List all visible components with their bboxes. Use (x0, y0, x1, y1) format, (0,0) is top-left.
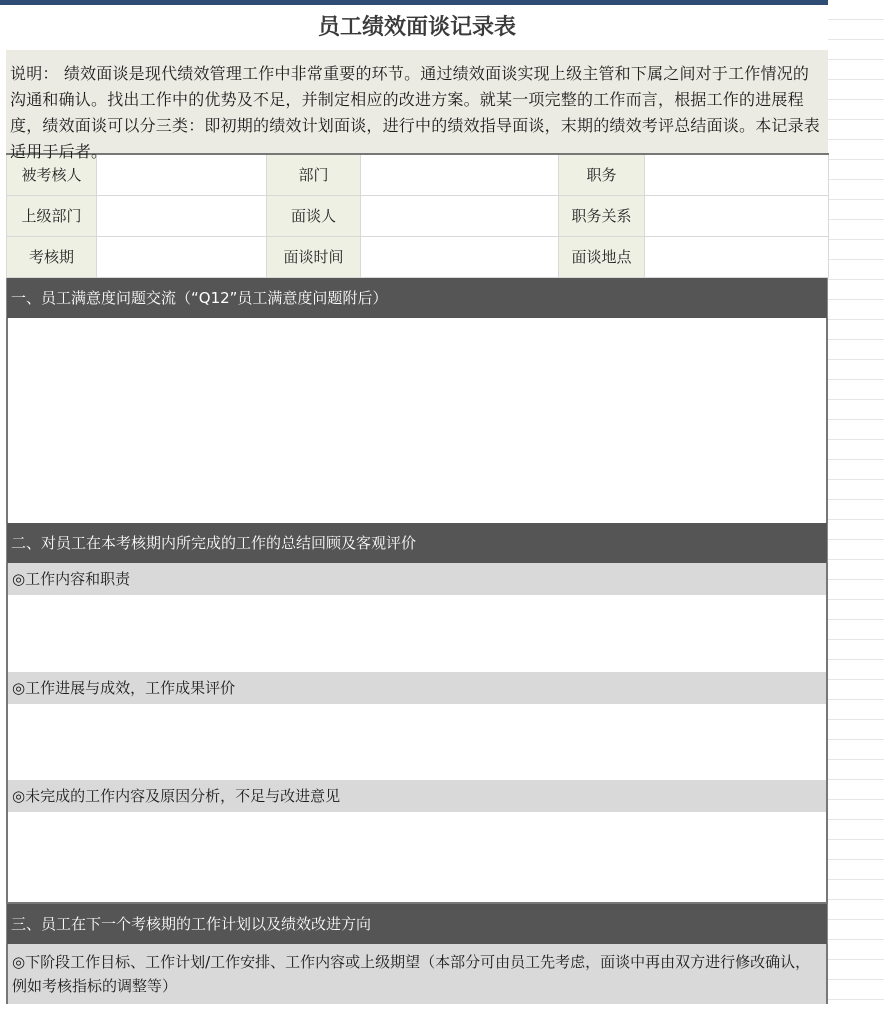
unfinished-input-area[interactable] (6, 812, 828, 904)
page-title: 员工绩效面谈记录表 (6, 5, 828, 50)
field-interview-time[interactable] (361, 236, 559, 277)
info-row (7, 195, 829, 236)
label-examinee: 被考核人 (7, 154, 97, 195)
label-interviewer: 面谈人 (267, 195, 361, 236)
duties-input-area[interactable] (6, 595, 828, 672)
field-interviewer[interactable] (361, 195, 559, 236)
section-2-header: 二、对员工在本考核期内所完成的工作的总结回顾及客观评价 (6, 523, 828, 563)
section-3-header: 三、员工在下一个考核期的工作计划以及绩效改进方向 (6, 904, 828, 944)
section-3-sub-goals: ◎下阶段工作目标、工作计划/工作安排、工作内容或上级期望（本部分可由员工先考虑，面谈中再由双方进行修改确认，例如考核指标的调整等） (6, 944, 828, 1004)
spreadsheet-gridlines (828, 0, 884, 1009)
field-examinee[interactable] (97, 154, 267, 195)
section-2-sub-progress: ◎工作进展与成效，工作成果评价 (6, 672, 828, 704)
field-review-period[interactable] (97, 236, 267, 277)
info-row (7, 154, 829, 195)
form-sheet (6, 5, 828, 1004)
section-1-header: 一、员工满意度问题交流（“Q12”员工满意度问题附后） (6, 278, 828, 318)
label-superior-department: 上级部门 (7, 195, 97, 236)
field-interview-location[interactable] (645, 236, 829, 277)
progress-input-area[interactable] (6, 704, 828, 780)
field-reporting-relation[interactable] (645, 195, 829, 236)
description-text: 说明： 绩效面谈是现代绩效管理工作中非常重要的环节。通过绩效面谈实现上级主管和下属之间对于工作情况的沟通和确认。找出工作中的优势及不足，并制定相应的改进方案。就某一项完整的工作而言，根据工作的进展程度，绩效面谈可以分三类：即初期的绩效计划面谈，进行中的绩效指导面谈，末期的绩效考评总结面谈。本记录表适用于后者。 (6, 50, 828, 153)
field-position[interactable] (645, 154, 829, 195)
info-row (7, 236, 829, 277)
label-interview-time: 面谈时间 (267, 236, 361, 277)
field-department[interactable] (361, 154, 559, 195)
section-2-sub-unfinished: ◎未完成的工作内容及原因分析，不足与改进意见 (6, 780, 828, 812)
field-superior-department[interactable] (97, 195, 267, 236)
label-reporting-relation: 职务关系 (559, 195, 645, 236)
section-2-sub-duties: ◎工作内容和职责 (6, 563, 828, 595)
info-table (6, 153, 829, 278)
label-department: 部门 (267, 154, 361, 195)
label-position: 职务 (559, 154, 645, 195)
label-review-period: 考核期 (7, 236, 97, 277)
label-interview-location: 面谈地点 (559, 236, 645, 277)
section-1-input-area[interactable] (6, 318, 828, 523)
